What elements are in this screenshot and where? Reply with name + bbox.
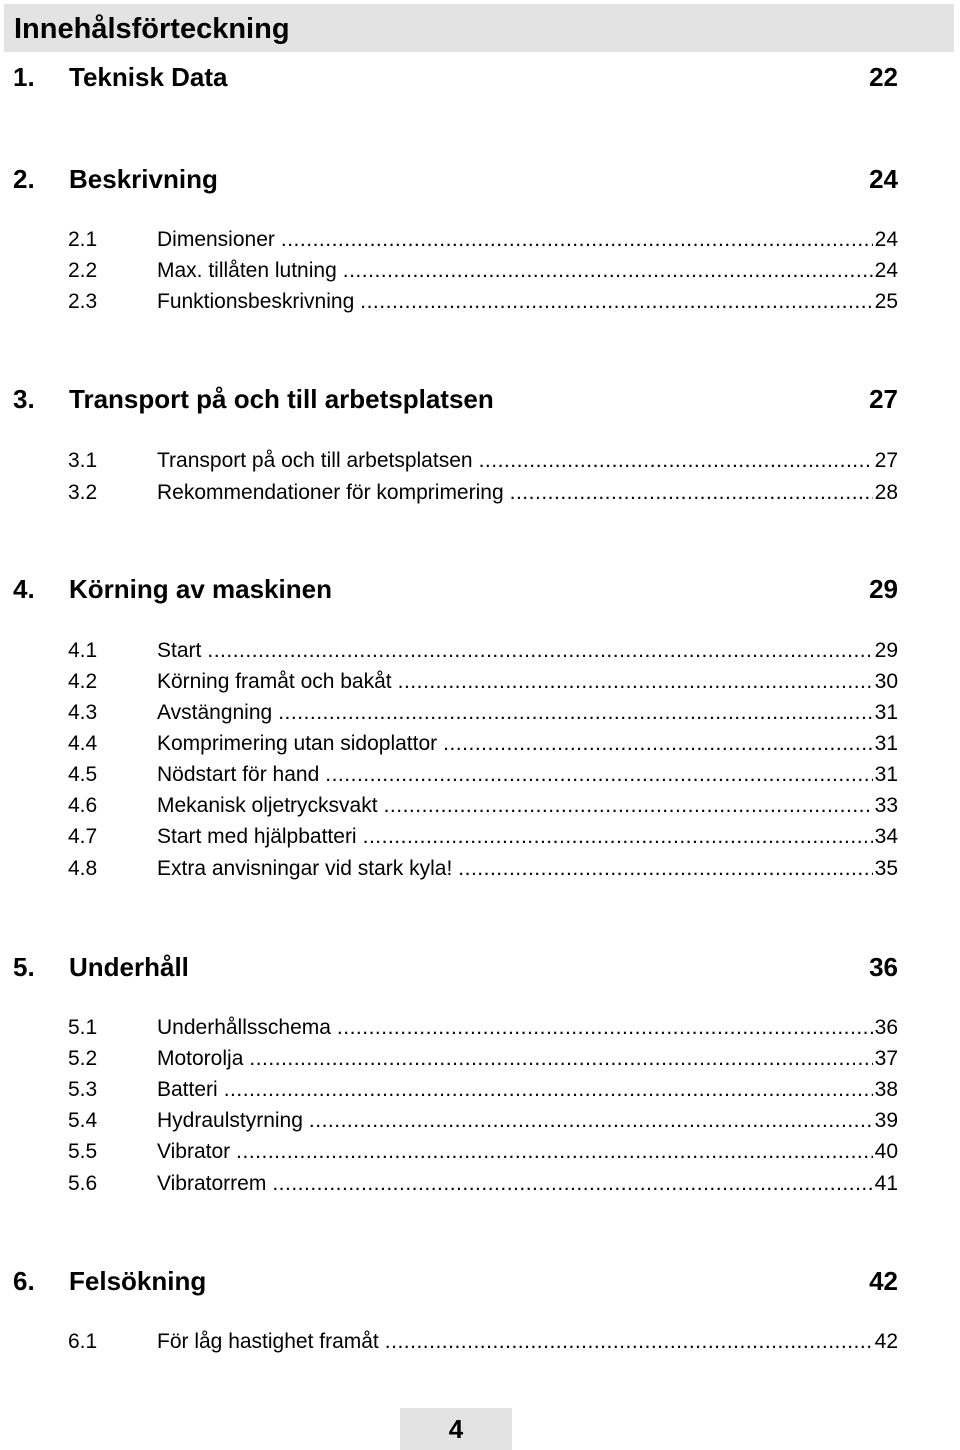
toc-section-5[interactable] bbox=[0, 950, 960, 984]
dot-leader bbox=[443, 730, 873, 758]
entry-page: 37 bbox=[874, 1047, 898, 1070]
section-page: 29 bbox=[869, 574, 898, 604]
toc-entry-4-4[interactable] bbox=[0, 730, 960, 758]
section-page: 42 bbox=[869, 1266, 898, 1296]
section-number: 1. bbox=[13, 62, 35, 92]
dot-leader bbox=[363, 823, 873, 851]
dot-leader bbox=[360, 288, 872, 316]
entry-number: 5.2 bbox=[68, 1047, 98, 1070]
entry-page: 34 bbox=[874, 825, 898, 848]
dot-leader bbox=[224, 1076, 873, 1104]
entry-title: Nödstart för hand bbox=[157, 763, 320, 786]
entry-title: Mekanisk oljetrycksvakt bbox=[157, 794, 378, 817]
section-title: Felsökning bbox=[69, 1266, 207, 1296]
section-number: 6. bbox=[13, 1266, 35, 1296]
section-title: Transport på och till arbetsplatsen bbox=[69, 384, 494, 414]
toc-section-1[interactable] bbox=[0, 60, 960, 94]
toc-entry-5-1[interactable] bbox=[0, 1014, 960, 1042]
entry-page: 42 bbox=[874, 1330, 898, 1353]
entry-title: Transport på och till arbetsplatsen bbox=[157, 449, 473, 472]
section-title: Beskrivning bbox=[69, 164, 218, 194]
entry-number: 4.8 bbox=[68, 857, 98, 880]
section-page: 22 bbox=[869, 62, 898, 92]
dot-leader bbox=[207, 637, 872, 665]
dot-leader bbox=[249, 1045, 872, 1073]
toc-section-6[interactable] bbox=[0, 1264, 960, 1298]
dot-leader bbox=[510, 479, 873, 507]
entry-page: 31 bbox=[874, 763, 898, 786]
entry-title: Vibratorrem bbox=[157, 1172, 267, 1195]
page-title: Innehålsförteckning bbox=[14, 13, 290, 45]
toc-section-2[interactable] bbox=[0, 162, 960, 196]
entry-page: 36 bbox=[874, 1016, 898, 1039]
entry-page: 30 bbox=[874, 670, 898, 693]
entry-page: 41 bbox=[874, 1172, 898, 1195]
dot-leader bbox=[458, 855, 872, 883]
toc-entry-4-3[interactable] bbox=[0, 699, 960, 727]
toc-entry-3-1[interactable] bbox=[0, 447, 960, 475]
section-number: 2. bbox=[13, 164, 35, 194]
entry-page: 29 bbox=[874, 639, 898, 662]
entry-page: 27 bbox=[874, 449, 898, 472]
entry-title: Avstängning bbox=[157, 701, 273, 724]
entry-number: 3.2 bbox=[68, 481, 98, 504]
entry-number: 4.2 bbox=[68, 670, 98, 693]
entry-number: 4.7 bbox=[68, 825, 98, 848]
entry-number: 4.5 bbox=[68, 763, 98, 786]
entry-title: Max. tillåten lutning bbox=[157, 259, 337, 282]
heading-bar bbox=[4, 4, 954, 52]
section-number: 4. bbox=[13, 574, 35, 604]
section-page: 36 bbox=[869, 952, 898, 982]
entry-number: 5.6 bbox=[68, 1172, 98, 1195]
section-number: 5. bbox=[13, 952, 35, 982]
dot-leader bbox=[385, 1328, 873, 1356]
dot-leader bbox=[281, 226, 873, 254]
entry-number: 6.1 bbox=[68, 1330, 98, 1353]
dot-leader bbox=[343, 257, 873, 285]
entry-title: Körning framåt och bakåt bbox=[157, 670, 392, 693]
section-title: Körning av maskinen bbox=[69, 574, 332, 604]
entry-number: 4.1 bbox=[68, 639, 98, 662]
toc-entry-5-6[interactable] bbox=[0, 1170, 960, 1198]
toc-entry-2-3[interactable] bbox=[0, 288, 960, 316]
entry-title: Dimensioner bbox=[157, 228, 275, 251]
entry-number: 4.3 bbox=[68, 701, 98, 724]
entry-title: Batteri bbox=[157, 1078, 218, 1101]
entry-number: 5.1 bbox=[68, 1016, 98, 1039]
dot-leader bbox=[384, 792, 873, 820]
entry-page: 38 bbox=[874, 1078, 898, 1101]
toc-entry-4-8[interactable] bbox=[0, 855, 960, 883]
entry-title: Underhållsschema bbox=[157, 1016, 331, 1039]
dot-leader bbox=[272, 1170, 872, 1198]
toc-entry-4-1[interactable] bbox=[0, 637, 960, 665]
entry-title: Rekommendationer för komprimering bbox=[157, 481, 504, 504]
toc-entry-3-2[interactable] bbox=[0, 479, 960, 507]
entry-number: 5.5 bbox=[68, 1140, 98, 1163]
entry-title: Vibrator bbox=[157, 1140, 231, 1163]
toc-entry-6-1[interactable] bbox=[0, 1328, 960, 1356]
entry-title: Start bbox=[157, 639, 202, 662]
toc-entry-4-7[interactable] bbox=[0, 823, 960, 851]
entry-page: 39 bbox=[874, 1109, 898, 1132]
section-title: Underhåll bbox=[69, 952, 189, 982]
entry-number: 2.3 bbox=[68, 290, 98, 313]
entry-title: Komprimering utan sidoplattor bbox=[157, 732, 438, 755]
entry-page: 25 bbox=[874, 290, 898, 313]
section-number: 3. bbox=[13, 384, 35, 414]
entry-number: 5.4 bbox=[68, 1109, 98, 1132]
entry-page: 31 bbox=[874, 701, 898, 724]
entry-page: 24 bbox=[874, 259, 898, 282]
entry-number: 2.2 bbox=[68, 259, 98, 282]
entry-title: Start med hjälpbatteri bbox=[157, 825, 357, 848]
dot-leader bbox=[309, 1107, 873, 1135]
entry-number: 3.1 bbox=[68, 449, 98, 472]
section-page: 27 bbox=[869, 384, 898, 414]
entry-number: 2.1 bbox=[68, 228, 98, 251]
toc-entry-2-2[interactable] bbox=[0, 257, 960, 285]
entry-page: 31 bbox=[874, 732, 898, 755]
toc-entry-5-3[interactable] bbox=[0, 1076, 960, 1104]
entry-title: Funktionsbeskrivning bbox=[157, 290, 355, 313]
toc-entry-4-6[interactable] bbox=[0, 792, 960, 820]
toc-entry-4-2[interactable] bbox=[0, 668, 960, 696]
entry-page: 35 bbox=[874, 857, 898, 880]
dot-leader bbox=[337, 1014, 873, 1042]
section-title: Teknisk Data bbox=[69, 62, 228, 92]
entry-title: För låg hastighet framåt bbox=[157, 1330, 379, 1353]
entry-page: 24 bbox=[874, 228, 898, 251]
entry-page: 28 bbox=[874, 481, 898, 504]
dot-leader bbox=[479, 447, 873, 475]
page-number: 4 bbox=[448, 1414, 464, 1444]
entry-number: 4.6 bbox=[68, 794, 98, 817]
entry-page: 33 bbox=[874, 794, 898, 817]
entry-title: Extra anvisningar vid stark kyla! bbox=[157, 857, 453, 880]
dot-leader bbox=[236, 1138, 872, 1166]
dot-leader bbox=[278, 699, 872, 727]
entry-title: Motorolja bbox=[157, 1047, 244, 1070]
entry-number: 5.3 bbox=[68, 1078, 98, 1101]
toc-entry-5-5[interactable] bbox=[0, 1138, 960, 1166]
toc-section-3[interactable] bbox=[0, 382, 960, 416]
dot-leader bbox=[398, 668, 873, 696]
toc-section-4[interactable] bbox=[0, 572, 960, 606]
dot-leader bbox=[325, 761, 872, 789]
toc-entry-4-5[interactable] bbox=[0, 761, 960, 789]
entry-title: Hydraulstyrning bbox=[157, 1109, 303, 1132]
page-number-box bbox=[400, 1408, 512, 1450]
entry-number: 4.4 bbox=[68, 732, 98, 755]
toc-entry-5-4[interactable] bbox=[0, 1107, 960, 1135]
section-page: 24 bbox=[869, 164, 898, 194]
entry-page: 40 bbox=[874, 1140, 898, 1163]
toc-entry-2-1[interactable] bbox=[0, 226, 960, 254]
toc-entry-5-2[interactable] bbox=[0, 1045, 960, 1073]
